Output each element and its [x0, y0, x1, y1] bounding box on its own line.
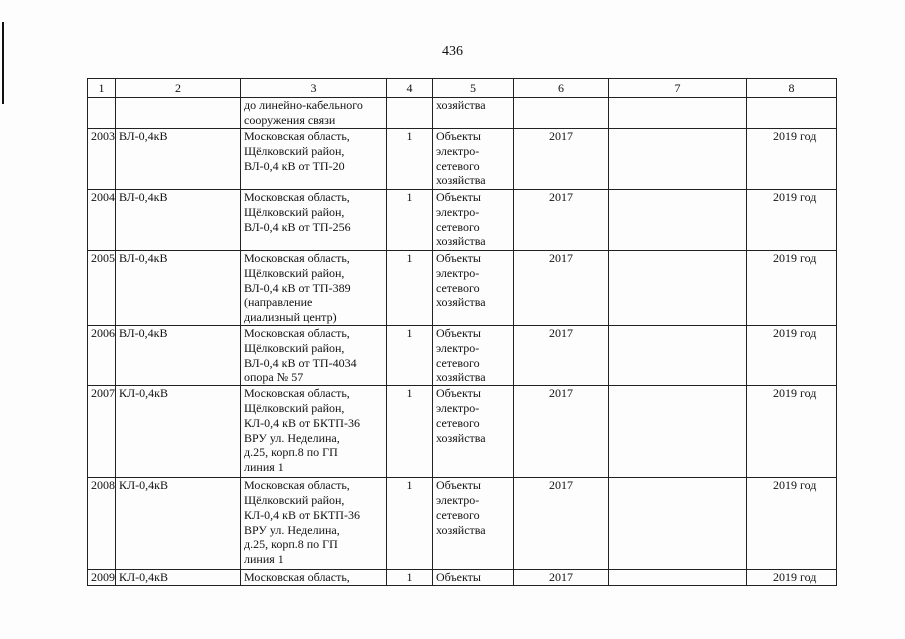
address-line: сооружения связи	[244, 112, 336, 127]
category-cell	[433, 251, 514, 326]
deadline-cell	[747, 478, 837, 570]
header-cell-1: 1	[88, 79, 116, 98]
deadline-text: 2019 год	[773, 478, 817, 493]
address-line: ВЛ-0,4 кВ от ТП-4034	[244, 355, 357, 370]
category-cell	[433, 478, 514, 570]
category-line: хозяйства	[436, 295, 486, 310]
category-line: электро-	[436, 143, 480, 158]
quantity-cell: 1	[387, 251, 433, 326]
address-line: Щёлковский район,	[244, 265, 345, 280]
address-line: опора № 57	[244, 370, 304, 385]
page-number: 436	[442, 44, 463, 59]
deadline-cell	[747, 129, 837, 190]
category-line: Объекты	[436, 478, 481, 493]
row-number-cell: 2009	[88, 570, 116, 586]
table-row	[88, 251, 837, 326]
address-line: ВРУ ул. Неделина,	[244, 522, 340, 537]
address-cell	[241, 190, 387, 251]
deadline-cell	[747, 190, 837, 251]
category-line: электро-	[436, 265, 480, 280]
deadline-text: 2019 год	[773, 570, 817, 585]
header-cell-5: 5	[433, 79, 514, 98]
quantity-cell: 1	[387, 570, 433, 586]
header-cell-6: 6	[514, 79, 609, 98]
table-row	[88, 326, 837, 386]
category-line: Объекты	[436, 190, 481, 204]
address-line: КЛ-0,4 кВ от БКТП-36	[244, 415, 360, 430]
address-line: Московская область,	[244, 190, 350, 204]
row-number-cell: 2005	[88, 251, 116, 326]
deadline-cell	[747, 386, 837, 478]
category-line: Объекты	[436, 386, 481, 401]
object-type-cell: ВЛ-0,4кВ	[116, 129, 241, 190]
address-line: Щёлковский район,	[244, 400, 345, 415]
year-cell: 2017	[514, 570, 609, 586]
column7-cell	[609, 251, 747, 326]
category-line: электро-	[436, 400, 480, 415]
row-number-cell: 2003	[88, 129, 116, 190]
year-cell: 2017	[514, 326, 609, 386]
address-line: Щёлковский район,	[244, 143, 345, 158]
year-cell: 2017	[514, 190, 609, 251]
row-number-cell: 2004	[88, 190, 116, 251]
address-cell	[241, 386, 387, 478]
column7-cell	[609, 129, 747, 190]
address-line: Московская область,	[244, 251, 350, 265]
address-line: Щёлковский район,	[244, 340, 345, 355]
deadline-text: 2019 год	[773, 386, 817, 401]
address-line: Щёлковский район,	[244, 204, 345, 219]
category-line: сетевого	[436, 158, 480, 173]
address-line: Московская область,	[244, 478, 350, 493]
year-cell: 2017	[514, 129, 609, 190]
registry-table	[87, 78, 837, 586]
address-cell	[241, 251, 387, 326]
cont-category-cell	[433, 98, 514, 129]
address-line: Щёлковский район,	[244, 492, 345, 507]
deadline-cell	[747, 326, 837, 386]
quantity-cell: 1	[387, 129, 433, 190]
address-line: ВЛ-0,4 кВ от ТП-389	[244, 280, 351, 295]
quantity-cell: 1	[387, 478, 433, 570]
address-line: ВЛ-0,4 кВ от ТП-256	[244, 219, 351, 234]
category-cell	[433, 326, 514, 386]
column7-cell	[609, 386, 747, 478]
address-cell	[241, 478, 387, 570]
object-type-cell: ВЛ-0,4кВ	[116, 190, 241, 251]
scan-edge-mark	[2, 22, 4, 104]
cont-qty-cell	[387, 98, 433, 129]
table-row	[88, 478, 837, 570]
category-line: электро-	[436, 204, 480, 219]
object-type-cell: КЛ-0,4кВ	[116, 570, 241, 586]
category-line: электро-	[436, 492, 480, 507]
address-line: Московская область,	[244, 386, 350, 401]
quantity-cell: 1	[387, 190, 433, 251]
category-line: хозяйства	[436, 234, 486, 249]
category-line: сетевого	[436, 280, 480, 295]
row-number-cell: 2007	[88, 386, 116, 478]
table-header-row	[88, 79, 837, 98]
header-cell-3: 3	[241, 79, 387, 98]
header-cell-4: 4	[387, 79, 433, 98]
address-cell	[241, 570, 387, 586]
address-line: Московская область,	[244, 326, 350, 340]
category-line: хозяйства	[436, 98, 486, 112]
category-line: Объекты	[436, 251, 481, 265]
continuation-row	[88, 98, 837, 129]
category-line: Объекты	[436, 129, 481, 143]
cont-num-cell	[88, 98, 116, 129]
deadline-cell	[747, 570, 837, 586]
year-cell: 2017	[514, 251, 609, 326]
address-line: Московская область,	[244, 570, 350, 585]
header-cell-7: 7	[609, 79, 747, 98]
address-line: д.25, корп.8 по ГП	[244, 537, 338, 552]
column7-cell	[609, 570, 747, 586]
category-line: сетевого	[436, 507, 480, 522]
object-type-cell: КЛ-0,4кВ	[116, 386, 241, 478]
row-number-cell: 2006	[88, 326, 116, 386]
deadline-text: 2019 год	[773, 129, 817, 143]
row-number-cell: 2008	[88, 478, 116, 570]
category-line: сетевого	[436, 355, 480, 370]
address-line: д.25, корп.8 по ГП	[244, 445, 338, 460]
category-line: электро-	[436, 340, 480, 355]
address-cell	[241, 326, 387, 386]
cont-type-cell	[116, 98, 241, 129]
category-line: Объекты	[436, 570, 481, 585]
object-type-cell: ВЛ-0,4кВ	[116, 326, 241, 386]
category-cell	[433, 386, 514, 478]
table-row	[88, 386, 837, 478]
category-line: сетевого	[436, 219, 480, 234]
table-row	[88, 129, 837, 190]
deadline-cell	[747, 251, 837, 326]
address-cell	[241, 129, 387, 190]
header-cell-8: 8	[747, 79, 837, 98]
cont-year-cell	[514, 98, 609, 129]
category-line: Объекты	[436, 326, 481, 340]
address-line: КЛ-0,4 кВ от БКТП-36	[244, 507, 360, 522]
address-line: (направление	[244, 295, 313, 310]
year-cell: 2017	[514, 386, 609, 478]
quantity-cell: 1	[387, 326, 433, 386]
table-row	[88, 190, 837, 251]
object-type-cell: КЛ-0,4кВ	[116, 478, 241, 570]
category-cell	[433, 129, 514, 190]
address-line: Московская область,	[244, 129, 350, 143]
year-cell: 2017	[514, 478, 609, 570]
category-line: хозяйства	[436, 430, 486, 445]
cont-deadline-cell	[747, 98, 837, 129]
address-line: ВЛ-0,4 кВ от ТП-20	[244, 158, 345, 173]
object-type-cell: ВЛ-0,4кВ	[116, 251, 241, 326]
category-cell	[433, 190, 514, 251]
cont-address-cell	[241, 98, 387, 129]
address-line: до линейно-кабельного	[244, 98, 363, 112]
deadline-text: 2019 год	[773, 251, 817, 265]
table-row	[88, 570, 837, 586]
address-line: линия 1	[244, 460, 284, 475]
cont-col7-cell	[609, 98, 747, 129]
column7-cell	[609, 326, 747, 386]
category-line: хозяйства	[436, 173, 486, 188]
deadline-text: 2019 год	[773, 326, 817, 340]
deadline-text: 2019 год	[773, 190, 817, 204]
quantity-cell: 1	[387, 386, 433, 478]
header-cell-2: 2	[116, 79, 241, 98]
column7-cell	[609, 190, 747, 251]
category-line: хозяйства	[436, 522, 486, 537]
address-line: линия 1	[244, 552, 284, 567]
category-line: хозяйства	[436, 370, 486, 385]
category-line: сетевого	[436, 415, 480, 430]
category-cell	[433, 570, 514, 586]
address-line: диализный центр)	[244, 310, 337, 325]
address-line: ВРУ ул. Неделина,	[244, 430, 340, 445]
column7-cell	[609, 478, 747, 570]
